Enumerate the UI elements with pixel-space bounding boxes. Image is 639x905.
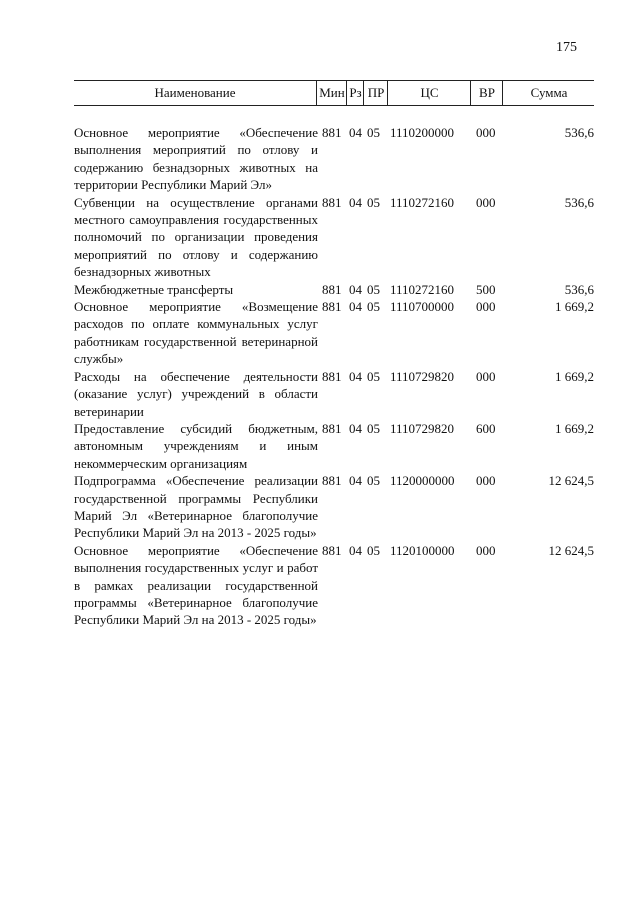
row-sum: 12 624,5: [548, 542, 594, 558]
table-body: [74, 124, 594, 629]
table-row: [74, 542, 594, 629]
row-vr: 000: [476, 194, 496, 210]
row-cs: 1110729820: [390, 420, 455, 436]
table-header: [74, 80, 594, 106]
row-sum: 1 669,2: [555, 368, 594, 384]
row-name: Подпрограмма «Обеспечение реализации государственной программы Республики Марий Эл «Ветеринарное благополучие Республики Марий Эл на 2013 - 2025 годы»: [74, 473, 318, 541]
table-row: [74, 298, 594, 368]
row-min: 881: [322, 368, 342, 384]
header-min: Мин: [316, 81, 347, 105]
row-pr: 05: [367, 542, 380, 558]
row-pr: 05: [367, 473, 380, 489]
row-rz: 04: [349, 194, 362, 210]
row-cs: 1110200000: [390, 125, 455, 140]
row-cs: 1110272160: [390, 281, 455, 297]
row-pr: 05: [367, 299, 380, 315]
row-sum: 536,6: [564, 281, 594, 297]
row-rz: 04: [349, 542, 362, 558]
header-rz: Рз: [346, 81, 364, 105]
row-vr: 600: [476, 420, 496, 436]
row-rz: 04: [349, 368, 362, 384]
row-pr: 05: [367, 420, 380, 436]
row-vr: 000: [476, 473, 496, 489]
row-name: Субвенции на осуществление органами местного самоуправления государственных полномочий по организации проведения мероприятий по отлову и содержанию безнадзорных животных: [74, 194, 318, 280]
row-cs: 1110729820: [390, 368, 455, 384]
row-vr: 000: [476, 542, 496, 558]
budget-table: [74, 80, 594, 629]
row-name: Основное мероприятие «Возмещение расходов по оплате коммунальных услуг работникам государственной ветеринарной службы»: [74, 299, 318, 367]
row-rz: 04: [349, 420, 362, 436]
row-sum: 536,6: [564, 125, 594, 140]
table-row: [74, 281, 594, 298]
row-vr: 000: [476, 125, 496, 140]
row-rz: 04: [349, 125, 362, 140]
row-min: 881: [322, 194, 342, 210]
row-pr: 05: [367, 281, 380, 297]
row-vr: 500: [476, 281, 496, 297]
header-cs: ЦС: [387, 81, 471, 105]
row-name: Предоставление субсидий бюджетным, автономным учреждениям и иным некоммерческим организациям: [74, 420, 318, 471]
row-cs: 1110700000: [390, 299, 455, 315]
row-vr: 000: [476, 299, 496, 315]
header-sum: Сумма: [502, 81, 595, 105]
row-min: 881: [322, 420, 342, 436]
table-row: [74, 194, 594, 281]
table-row: [74, 472, 594, 542]
table-row: [74, 368, 594, 420]
table-row: [74, 124, 594, 194]
table-row: [74, 420, 594, 472]
row-cs: 1120000000: [390, 473, 455, 489]
row-pr: 05: [367, 125, 380, 140]
header-name: Наименование: [154, 85, 236, 100]
page-number: 175: [556, 40, 577, 55]
row-name: Межбюджетные трансферты: [74, 281, 234, 297]
row-pr: 05: [367, 194, 380, 210]
row-min: 881: [322, 542, 342, 558]
header-pr: ПР: [363, 81, 388, 105]
row-name: Расходы на обеспечение деятельности (оказание услуг) учреждений в области ветеринарии: [74, 368, 318, 419]
row-pr: 05: [367, 368, 380, 384]
row-sum: 536,6: [564, 194, 594, 210]
header-vr: ВР: [470, 81, 503, 105]
row-min: 881: [322, 281, 342, 297]
row-name: Основное мероприятие «Обеспечение выполнения мероприятий по отлову и содержанию безнадзорных животных на территории Республики Марий Эл»: [74, 125, 318, 193]
row-min: 881: [322, 125, 342, 140]
row-rz: 04: [349, 299, 362, 315]
row-vr: 000: [476, 368, 496, 384]
row-sum: 1 669,2: [555, 420, 594, 436]
row-cs: 1120100000: [390, 542, 455, 558]
row-min: 881: [322, 299, 342, 315]
row-cs: 1110272160: [390, 194, 455, 210]
row-rz: 04: [349, 473, 362, 489]
row-rz: 04: [349, 281, 362, 297]
row-sum: 1 669,2: [555, 299, 594, 315]
row-min: 881: [322, 473, 342, 489]
row-sum: 12 624,5: [548, 473, 594, 489]
row-name: Основное мероприятие «Обеспечение выполнения государственных услуг и работ в рамках реализации государственной программы «Ветеринарное благополучие Республики Марий Эл на 2013 - 2025 годы»: [74, 542, 318, 628]
